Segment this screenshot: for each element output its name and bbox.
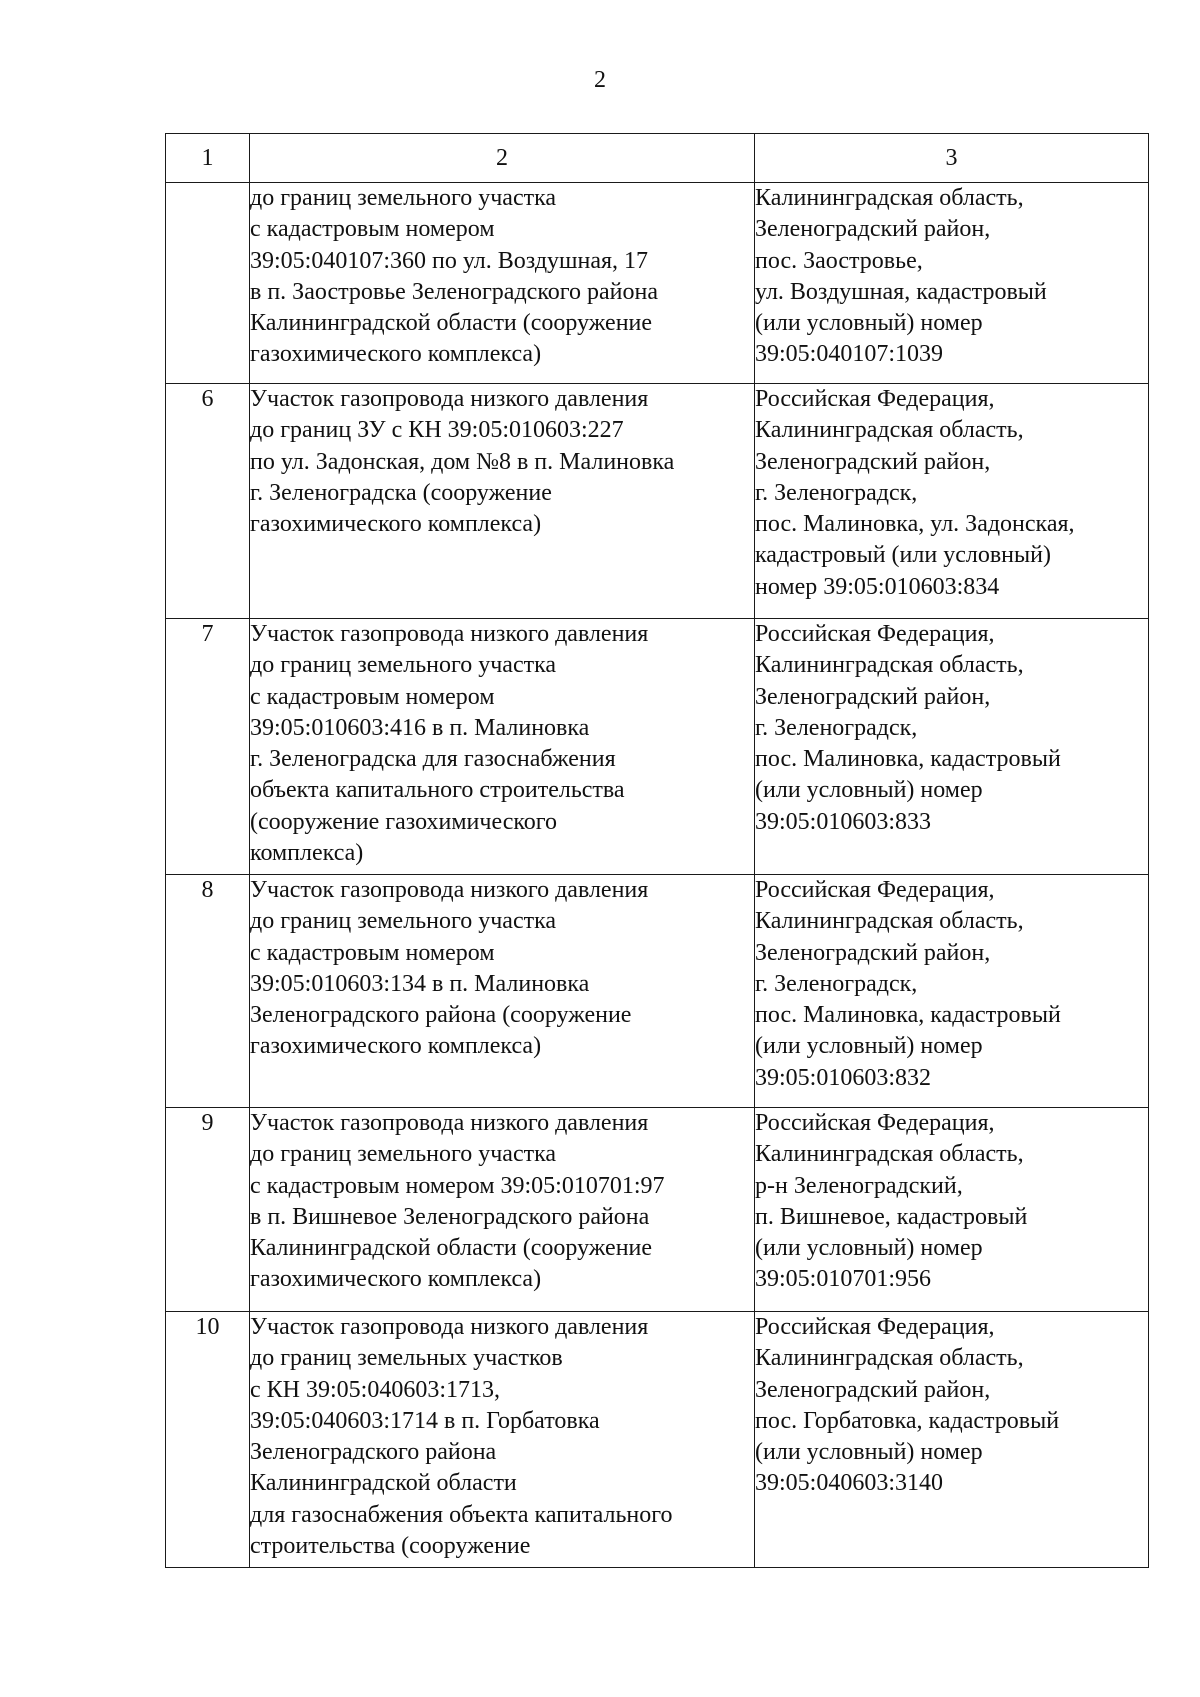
address-line: Российская Федерация, <box>755 386 995 412</box>
address-line: пос. Малиновка, кадастровый <box>755 746 1061 773</box>
address-line: ул. Воздушная, кадастровый <box>755 278 1047 305</box>
address-line: 39:05:040107:1039 <box>755 341 944 368</box>
description-line: Участок газопровода низкого давления <box>250 621 649 647</box>
description-line: по ул. Задонская, дом №8 в п. Малиновка <box>250 448 675 475</box>
address-line: пос. Заостровье, <box>755 247 923 274</box>
address-line: Российская Федерация, <box>755 877 995 903</box>
header-cell-1: 1 <box>166 134 250 183</box>
description-line: до границ земельного участка <box>250 908 557 935</box>
table-row <box>166 875 1149 1108</box>
address-line: 39:05:010603:832 <box>755 1064 932 1091</box>
description-line: строительства (сооружение <box>250 1533 531 1560</box>
object-description-cell <box>250 1108 755 1312</box>
address-line: п. Вишневое, кадастровый <box>755 1203 1028 1230</box>
row-number: 10 <box>166 1312 250 1568</box>
object-address-cell <box>755 1312 1149 1568</box>
address-line: (или условный) номер <box>755 1235 983 1262</box>
description-line: 39:05:040603:1714 в п. Горбатовка <box>250 1407 600 1434</box>
address-line: Зеленоградский район, <box>755 683 991 710</box>
address-line: Калининградская область, <box>755 1141 1024 1168</box>
description-line: 39:05:010603:134 в п. Малиновка <box>250 970 590 997</box>
description-line: (сооружение газохимического <box>250 808 558 835</box>
description-line: Участок газопровода низкого давления <box>250 1314 649 1340</box>
header-cell-2: 2 <box>250 134 755 183</box>
address-line: пос. Горбатовка, кадастровый <box>755 1407 1060 1434</box>
description-line: Зеленоградского района (сооружение <box>250 1002 632 1029</box>
address-line: кадастровый (или условный) <box>755 542 1051 569</box>
address-line: Зеленоградский район, <box>755 939 991 966</box>
address-line: Российская Федерация, <box>755 621 995 647</box>
description-line: до границ земельных участков <box>250 1345 563 1372</box>
description-line: до границ земельного участка <box>250 1141 557 1168</box>
object-address-cell <box>755 875 1149 1108</box>
row-number <box>166 183 250 384</box>
address-line: 39:05:010603:833 <box>755 808 932 835</box>
description-line: в п. Заостровье Зеленоградского района <box>250 278 658 305</box>
address-line: р-н Зеленоградский, <box>755 1172 963 1199</box>
address-line: номер 39:05:010603:834 <box>755 573 1000 600</box>
description-line: объекта капитального строительства <box>250 777 625 804</box>
description-line: газохимического комплекса) <box>250 1033 542 1060</box>
object-description-cell <box>250 183 755 384</box>
address-line: г. Зеленоградск, <box>755 970 918 997</box>
row-number: 7 <box>166 619 250 875</box>
description-line: газохимического комплекса) <box>250 1266 542 1293</box>
description-line: с кадастровым номером <box>250 683 495 710</box>
description-line: комплекса) <box>250 840 364 867</box>
description-line: Зеленоградского района <box>250 1439 497 1466</box>
object-address-cell <box>755 619 1149 875</box>
object-address-cell <box>755 183 1149 384</box>
description-line: в п. Вишневое Зеленоградского района <box>250 1203 650 1230</box>
page-number: 2 <box>594 67 606 93</box>
address-line: (или условный) номер <box>755 777 983 804</box>
row-number: 8 <box>166 875 250 1108</box>
description-line: до границ ЗУ с КН 39:05:010603:227 <box>250 417 624 444</box>
address-line: Калининградская область, <box>755 1345 1024 1372</box>
description-line: для газоснабжения объекта капитального <box>250 1501 673 1528</box>
object-table <box>165 133 1149 1568</box>
object-description-cell <box>250 619 755 875</box>
description-line: Калининградской области (сооружение <box>250 310 653 337</box>
row-number: 9 <box>166 1108 250 1312</box>
table-row <box>166 619 1149 875</box>
description-line: г. Зеленоградска для газоснабжения <box>250 746 616 773</box>
description-line: до границ земельного участка <box>250 652 557 679</box>
description-line: Участок газопровода низкого давления <box>250 386 649 412</box>
address-line: пос. Малиновка, ул. Задонская, <box>755 511 1075 538</box>
address-line: (или условный) номер <box>755 1033 983 1060</box>
description-line: до границ земельного участка <box>250 185 557 211</box>
object-description-cell <box>250 384 755 619</box>
object-address-cell <box>755 1108 1149 1312</box>
table-row <box>166 1312 1149 1568</box>
table-row <box>166 1108 1149 1312</box>
address-line: 39:05:010701:956 <box>755 1266 932 1293</box>
table-header-row <box>166 134 1149 183</box>
table-row <box>166 183 1149 384</box>
description-line: г. Зеленоградска (сооружение <box>250 479 552 506</box>
object-address-cell <box>755 384 1149 619</box>
description-line: с кадастровым номером <box>250 939 495 966</box>
address-line: (или условный) номер <box>755 1439 983 1466</box>
address-line: Калининградская область, <box>755 185 1024 211</box>
description-line: Участок газопровода низкого давления <box>250 1110 649 1136</box>
description-line: Участок газопровода низкого давления <box>250 877 649 903</box>
address-line: Калининградская область, <box>755 652 1024 679</box>
address-line: Зеленоградский район, <box>755 1376 991 1403</box>
address-line: пос. Малиновка, кадастровый <box>755 1002 1061 1029</box>
address-line: Зеленоградский район, <box>755 216 991 243</box>
address-line: Российская Федерация, <box>755 1110 995 1136</box>
address-line: Калининградская область, <box>755 417 1024 444</box>
description-line: 39:05:040107:360 по ул. Воздушная, 17 <box>250 247 649 274</box>
description-line: Калининградской области (сооружение <box>250 1235 653 1262</box>
description-line: с кадастровым номером <box>250 216 495 243</box>
row-number: 6 <box>166 384 250 619</box>
address-line: (или условный) номер <box>755 310 983 337</box>
description-line: с кадастровым номером 39:05:010701:97 <box>250 1172 665 1199</box>
address-line: Зеленоградский район, <box>755 448 991 475</box>
object-description-cell <box>250 1312 755 1568</box>
address-line: г. Зеленоградск, <box>755 479 918 506</box>
address-line: Российская Федерация, <box>755 1314 995 1340</box>
address-line: г. Зеленоградск, <box>755 714 918 741</box>
address-line: 39:05:040603:3140 <box>755 1470 944 1497</box>
description-line: Калининградской области <box>250 1470 517 1497</box>
header-cell-3: 3 <box>755 134 1149 183</box>
description-line: 39:05:010603:416 в п. Малиновка <box>250 714 590 741</box>
table-row <box>166 384 1149 619</box>
description-line: газохимического комплекса) <box>250 511 542 538</box>
object-description-cell <box>250 875 755 1108</box>
address-line: Калининградская область, <box>755 908 1024 935</box>
description-line: с КН 39:05:040603:1713, <box>250 1376 500 1403</box>
description-line: газохимического комплекса) <box>250 341 542 368</box>
